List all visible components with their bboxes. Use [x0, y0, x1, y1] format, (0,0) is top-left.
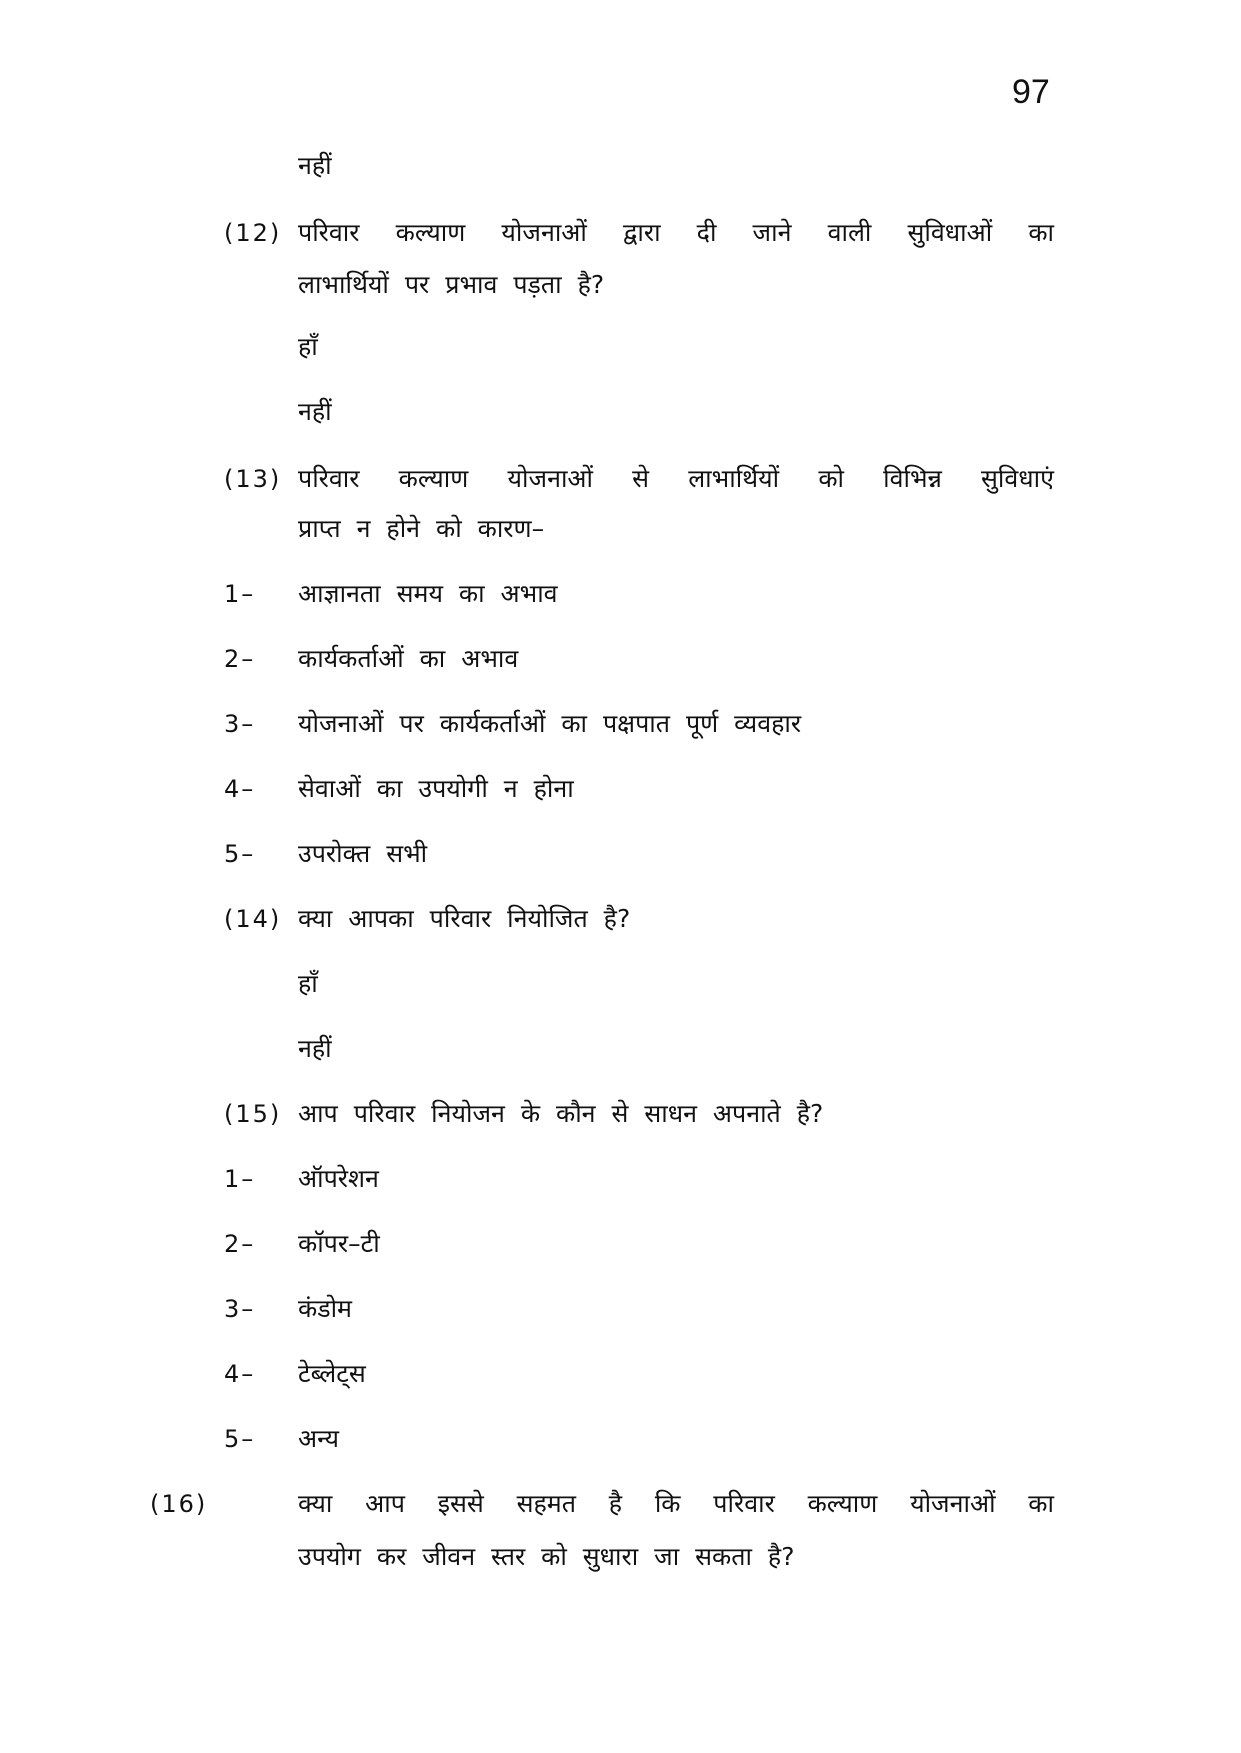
question-14-option-no: नहीं	[298, 1034, 332, 1063]
list-item-number: 5–	[224, 840, 256, 868]
list-item-text: कंडोम	[298, 1294, 353, 1323]
list-item-number: 4–	[224, 1360, 256, 1388]
question-12-text-line-2: लाभार्थियों पर प्रभाव पड़ता है?	[298, 270, 605, 299]
list-item-number: 2–	[224, 645, 256, 673]
question-number-13: (13)	[224, 465, 282, 493]
question-16-text-line-1: क्या आप इससे सहमत है कि परिवार कल्याण योजनाओं का	[298, 1489, 1054, 1518]
question-14-text: क्या आपका परिवार नियोजित है?	[298, 904, 631, 933]
list-item-text: आज्ञानता समय का अभाव	[298, 579, 558, 608]
question-number-16: (16)	[150, 1490, 208, 1518]
list-item-text: अन्य	[298, 1424, 339, 1453]
question-number-14: (14)	[224, 905, 282, 933]
list-item-number: 4–	[224, 775, 256, 803]
list-item-text: ऑपरेशन	[298, 1164, 379, 1193]
list-item-number: 2–	[224, 1230, 256, 1258]
list-item-text: सेवाओं का उपयोगी न होना	[298, 774, 574, 803]
list-item-text: योजनाओं पर कार्यकर्ताओं का पक्षपात पूर्ण व्यवहार	[298, 709, 802, 738]
list-item-number: 3–	[224, 710, 256, 738]
question-12-text-line-1: परिवार कल्याण योजनाओं द्वारा दी जाने वाली सुविधाओं का	[298, 218, 1054, 247]
question-12-option-no: नहीं	[298, 397, 332, 426]
list-item-text: कार्यकर्ताओं का अभाव	[298, 644, 519, 673]
question-number-15: (15)	[224, 1100, 282, 1128]
option-no: नहीं	[298, 151, 332, 180]
list-item-number: 1–	[224, 580, 256, 608]
list-item-text: कॉपर–टी	[298, 1229, 380, 1258]
list-item-number: 1–	[224, 1165, 256, 1193]
question-13-text-line-1: परिवार कल्याण योजनाओं से लाभार्थियों को विभिन्न सुविधाएं	[298, 464, 1054, 493]
list-item-text: टेब्लेट्स	[298, 1359, 366, 1388]
question-14-option-yes: हाँ	[298, 969, 318, 998]
question-number-12: (12)	[224, 219, 282, 247]
page-number: 97	[1012, 73, 1050, 111]
question-15-text: आप परिवार नियोजन के कौन से साधन अपनाते है?	[298, 1099, 824, 1128]
list-item-number: 3–	[224, 1295, 256, 1323]
question-13-text-line-2: प्राप्त न होने को कारण–	[298, 514, 545, 543]
list-item-number: 5–	[224, 1425, 256, 1453]
question-12-option-yes: हाँ	[298, 332, 318, 361]
list-item-text: उपरोक्त सभी	[298, 839, 428, 868]
question-16-text-line-2: उपयोग कर जीवन स्तर को सुधारा जा सकता है?	[298, 1542, 795, 1571]
